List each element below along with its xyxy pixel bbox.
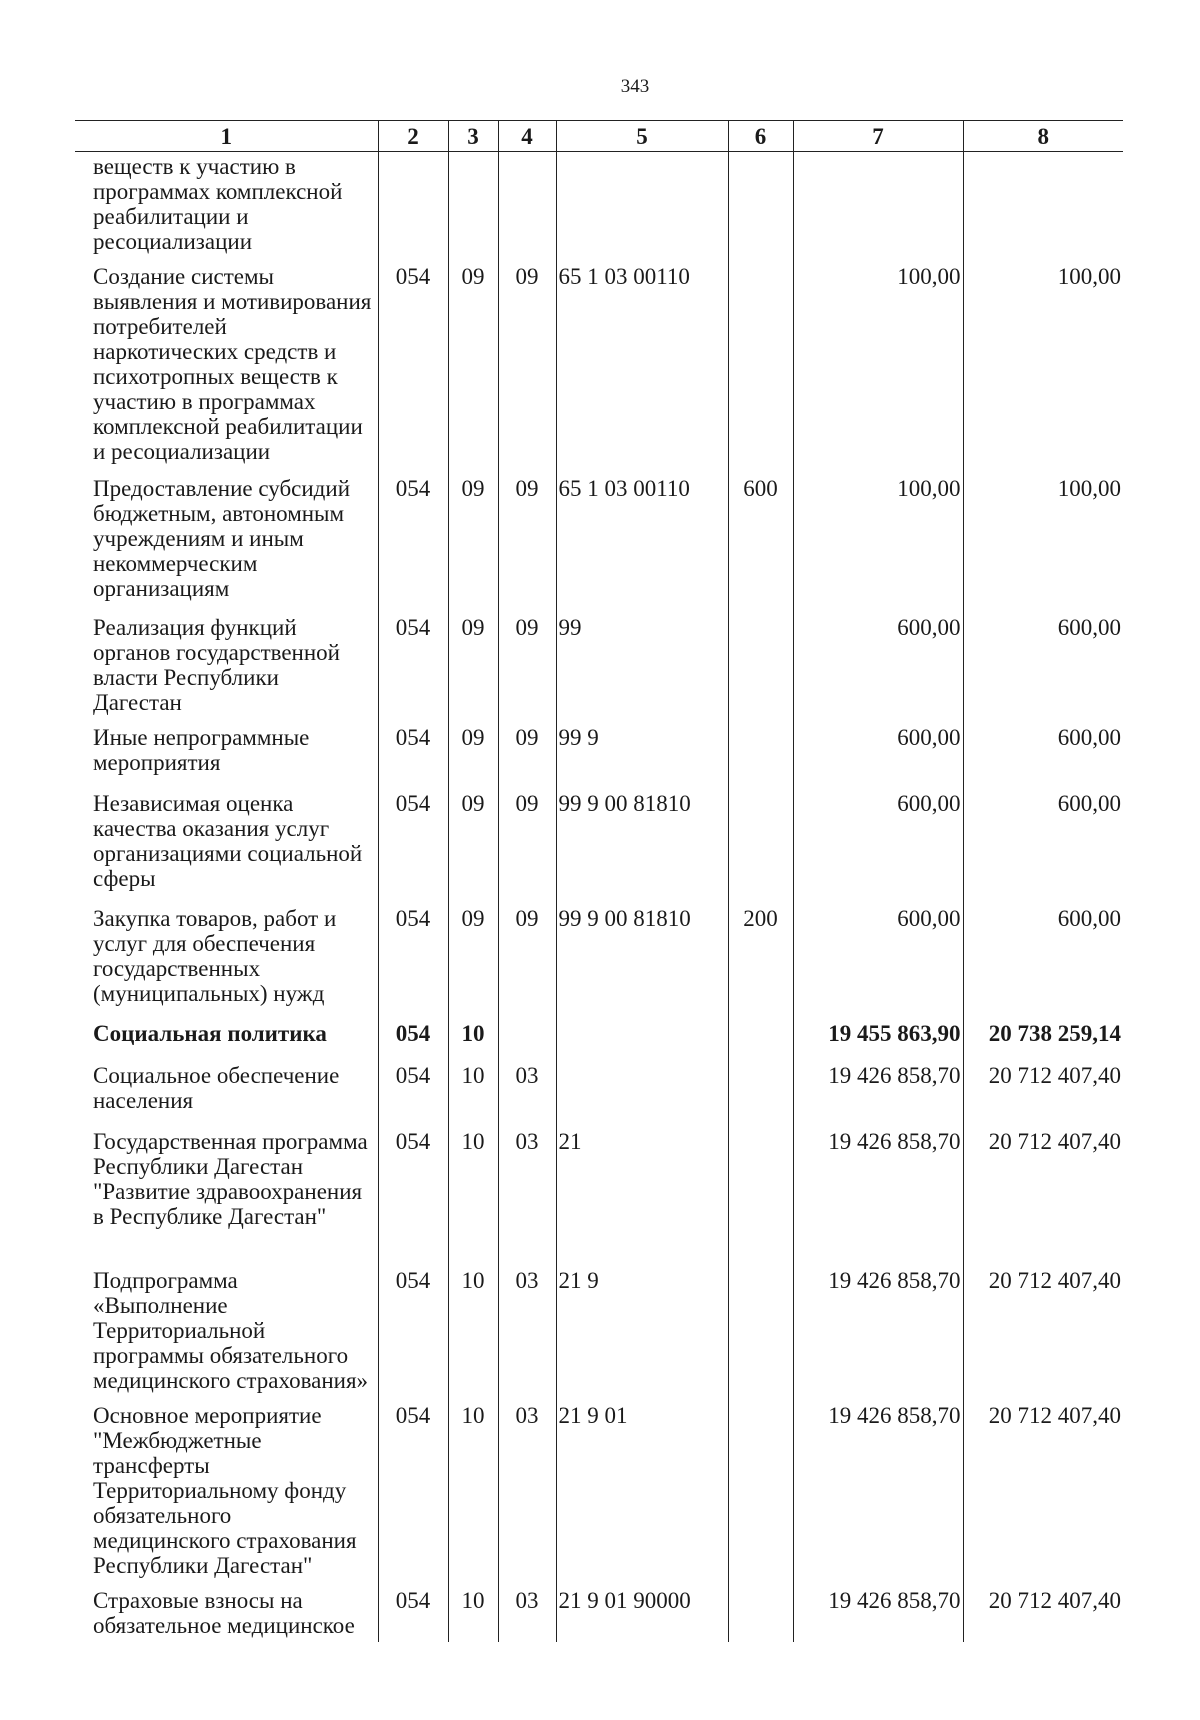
target-article-code: 99 (556, 605, 728, 715)
expense-type-code (728, 781, 793, 896)
amount-year-2: 100,00 (963, 466, 1123, 605)
subsection-code: 03 (498, 1119, 556, 1258)
row-description: Создание системы выявления и мотивирования потребителей наркотических средств и психотропных веществ к участию в программах комплексной реабилитации и ресоциализации (93, 264, 372, 464)
amount-year-2: 600,00 (963, 896, 1123, 1011)
amount-year-1: 19 455 863,90 (793, 1011, 963, 1053)
subsection-code: 03 (498, 1393, 556, 1578)
target-article-code: 21 9 01 (556, 1393, 728, 1578)
amount-year-1: 19 426 858,70 (793, 1053, 963, 1119)
amount-year-2: 20 738 259,14 (963, 1011, 1123, 1053)
row-description: Государственная программа Республики Дагестан "Развитие здравоохранения в Республике Дагестан" (93, 1129, 368, 1229)
ministry-code: 054 (378, 254, 448, 466)
table-row (75, 1393, 1123, 1578)
section-code: 10 (448, 1578, 498, 1642)
subsection-code: 09 (498, 715, 556, 781)
table-row (75, 1011, 1123, 1053)
expense-type-code (728, 605, 793, 715)
amount-year-2: 600,00 (963, 605, 1123, 715)
target-article-code: 21 9 01 90000 (556, 1578, 728, 1642)
page-number: 343 (620, 76, 650, 97)
subsection-code: 03 (498, 1578, 556, 1642)
expense-type-code (728, 152, 793, 255)
expense-type-code (728, 254, 793, 466)
row-description: Независимая оценка качества оказания услуг организациями социальной сферы (93, 791, 363, 891)
amount-year-1: 19 426 858,70 (793, 1393, 963, 1578)
amount-year-2: 20 712 407,40 (963, 1119, 1123, 1258)
subsection-code: 09 (498, 254, 556, 466)
subsection-code (498, 152, 556, 255)
target-article-code (556, 152, 728, 255)
ministry-code: 054 (378, 1011, 448, 1053)
expense-type-code (728, 1578, 793, 1642)
section-code: 09 (448, 605, 498, 715)
table-row (75, 781, 1123, 896)
ministry-code: 054 (378, 781, 448, 896)
target-article-code: 65 1 03 00110 (556, 254, 728, 466)
amount-year-2: 600,00 (963, 781, 1123, 896)
ministry-code: 054 (378, 1119, 448, 1258)
expense-type-code (728, 1393, 793, 1578)
table-row (75, 1053, 1123, 1119)
row-description: Страховые взносы на обязательное медицинское (93, 1588, 355, 1638)
row-description: Социальная политика (93, 1021, 327, 1046)
subsection-code: 09 (498, 466, 556, 605)
table-row (75, 152, 1123, 255)
ministry-code: 054 (378, 1258, 448, 1393)
column-header-4: 4 (498, 121, 556, 152)
expense-type-code (728, 1258, 793, 1393)
amount-year-2: 600,00 (963, 715, 1123, 781)
amount-year-2: 20 712 407,40 (963, 1393, 1123, 1578)
column-header-3: 3 (448, 121, 498, 152)
ministry-code: 054 (378, 605, 448, 715)
expense-type-code (728, 1053, 793, 1119)
column-header-6: 6 (728, 121, 793, 152)
subsection-code: 03 (498, 1053, 556, 1119)
amount-year-2 (963, 152, 1123, 255)
amount-year-1: 600,00 (793, 781, 963, 896)
target-article-code (556, 1011, 728, 1053)
column-header-1: 1 (75, 121, 378, 152)
amount-year-1: 600,00 (793, 896, 963, 1011)
amount-year-1: 19 426 858,70 (793, 1258, 963, 1393)
table-row (75, 605, 1123, 715)
subsection-code: 09 (498, 781, 556, 896)
table-row (75, 715, 1123, 781)
table-row (75, 254, 1123, 466)
target-article-code: 99 9 00 81810 (556, 781, 728, 896)
amount-year-1: 600,00 (793, 715, 963, 781)
amount-year-2: 100,00 (963, 254, 1123, 466)
section-code: 09 (448, 896, 498, 1011)
row-description: Реализация функций органов государственной власти Республики Дагестан (93, 615, 340, 715)
target-article-code: 21 9 (556, 1258, 728, 1393)
row-description: Закупка товаров, работ и услуг для обеспечения государственных (муниципальных) нужд (93, 906, 337, 1006)
header-row (75, 121, 1123, 152)
ministry-code: 054 (378, 466, 448, 605)
ministry-code (378, 152, 448, 255)
row-description: Предоставление субсидий бюджетным, автономным учреждениям и иным некоммерческим организациям (93, 476, 350, 601)
column-header-7: 7 (793, 121, 963, 152)
row-description: Социальное обеспечение населения (93, 1063, 340, 1113)
table-row (75, 1258, 1123, 1393)
section-code: 10 (448, 1119, 498, 1258)
expense-type-code: 200 (728, 896, 793, 1011)
row-description: Подпрограмма «Выполнение Территориальной программы обязательного медицинского страхования» (93, 1268, 369, 1393)
target-article-code (556, 1053, 728, 1119)
row-description: Иные непрограммные мероприятия (93, 725, 310, 775)
section-code: 09 (448, 254, 498, 466)
row-description: Основное мероприятие "Межбюджетные трансферты Территориальному фонду обязательного медицинского страхования Республики Дагестан" (93, 1403, 357, 1578)
section-code: 09 (448, 781, 498, 896)
amount-year-1: 19 426 858,70 (793, 1119, 963, 1258)
table-row (75, 1578, 1123, 1642)
section-code (448, 152, 498, 255)
column-header-5: 5 (556, 121, 728, 152)
expense-type-code (728, 715, 793, 781)
amount-year-1: 600,00 (793, 605, 963, 715)
expense-type-code: 600 (728, 466, 793, 605)
row-description: веществ к участию в программах комплексной реабилитации и ресоциализации (93, 154, 343, 254)
column-header-2: 2 (378, 121, 448, 152)
budget-table (75, 120, 1123, 1642)
amount-year-1 (793, 152, 963, 255)
subsection-code: 09 (498, 605, 556, 715)
subsection-code (498, 1011, 556, 1053)
expense-type-code (728, 1119, 793, 1258)
section-code: 10 (448, 1258, 498, 1393)
amount-year-1: 100,00 (793, 254, 963, 466)
target-article-code: 65 1 03 00110 (556, 466, 728, 605)
amount-year-2: 20 712 407,40 (963, 1053, 1123, 1119)
amount-year-2: 20 712 407,40 (963, 1258, 1123, 1393)
ministry-code: 054 (378, 1053, 448, 1119)
section-code: 10 (448, 1011, 498, 1053)
table-row (75, 466, 1123, 605)
target-article-code: 99 9 00 81810 (556, 896, 728, 1011)
section-code: 10 (448, 1393, 498, 1578)
target-article-code: 99 9 (556, 715, 728, 781)
ministry-code: 054 (378, 715, 448, 781)
section-code: 09 (448, 715, 498, 781)
amount-year-1: 100,00 (793, 466, 963, 605)
section-code: 09 (448, 466, 498, 605)
table-body (75, 152, 1123, 1643)
expense-type-code (728, 1011, 793, 1053)
table-row (75, 1119, 1123, 1258)
ministry-code: 054 (378, 896, 448, 1011)
target-article-code: 21 (556, 1119, 728, 1258)
subsection-code: 09 (498, 896, 556, 1011)
subsection-code: 03 (498, 1258, 556, 1393)
ministry-code: 054 (378, 1393, 448, 1578)
amount-year-2: 20 712 407,40 (963, 1578, 1123, 1642)
section-code: 10 (448, 1053, 498, 1119)
column-header-8: 8 (963, 121, 1123, 152)
amount-year-1: 19 426 858,70 (793, 1578, 963, 1642)
table-row (75, 896, 1123, 1011)
ministry-code: 054 (378, 1578, 448, 1642)
